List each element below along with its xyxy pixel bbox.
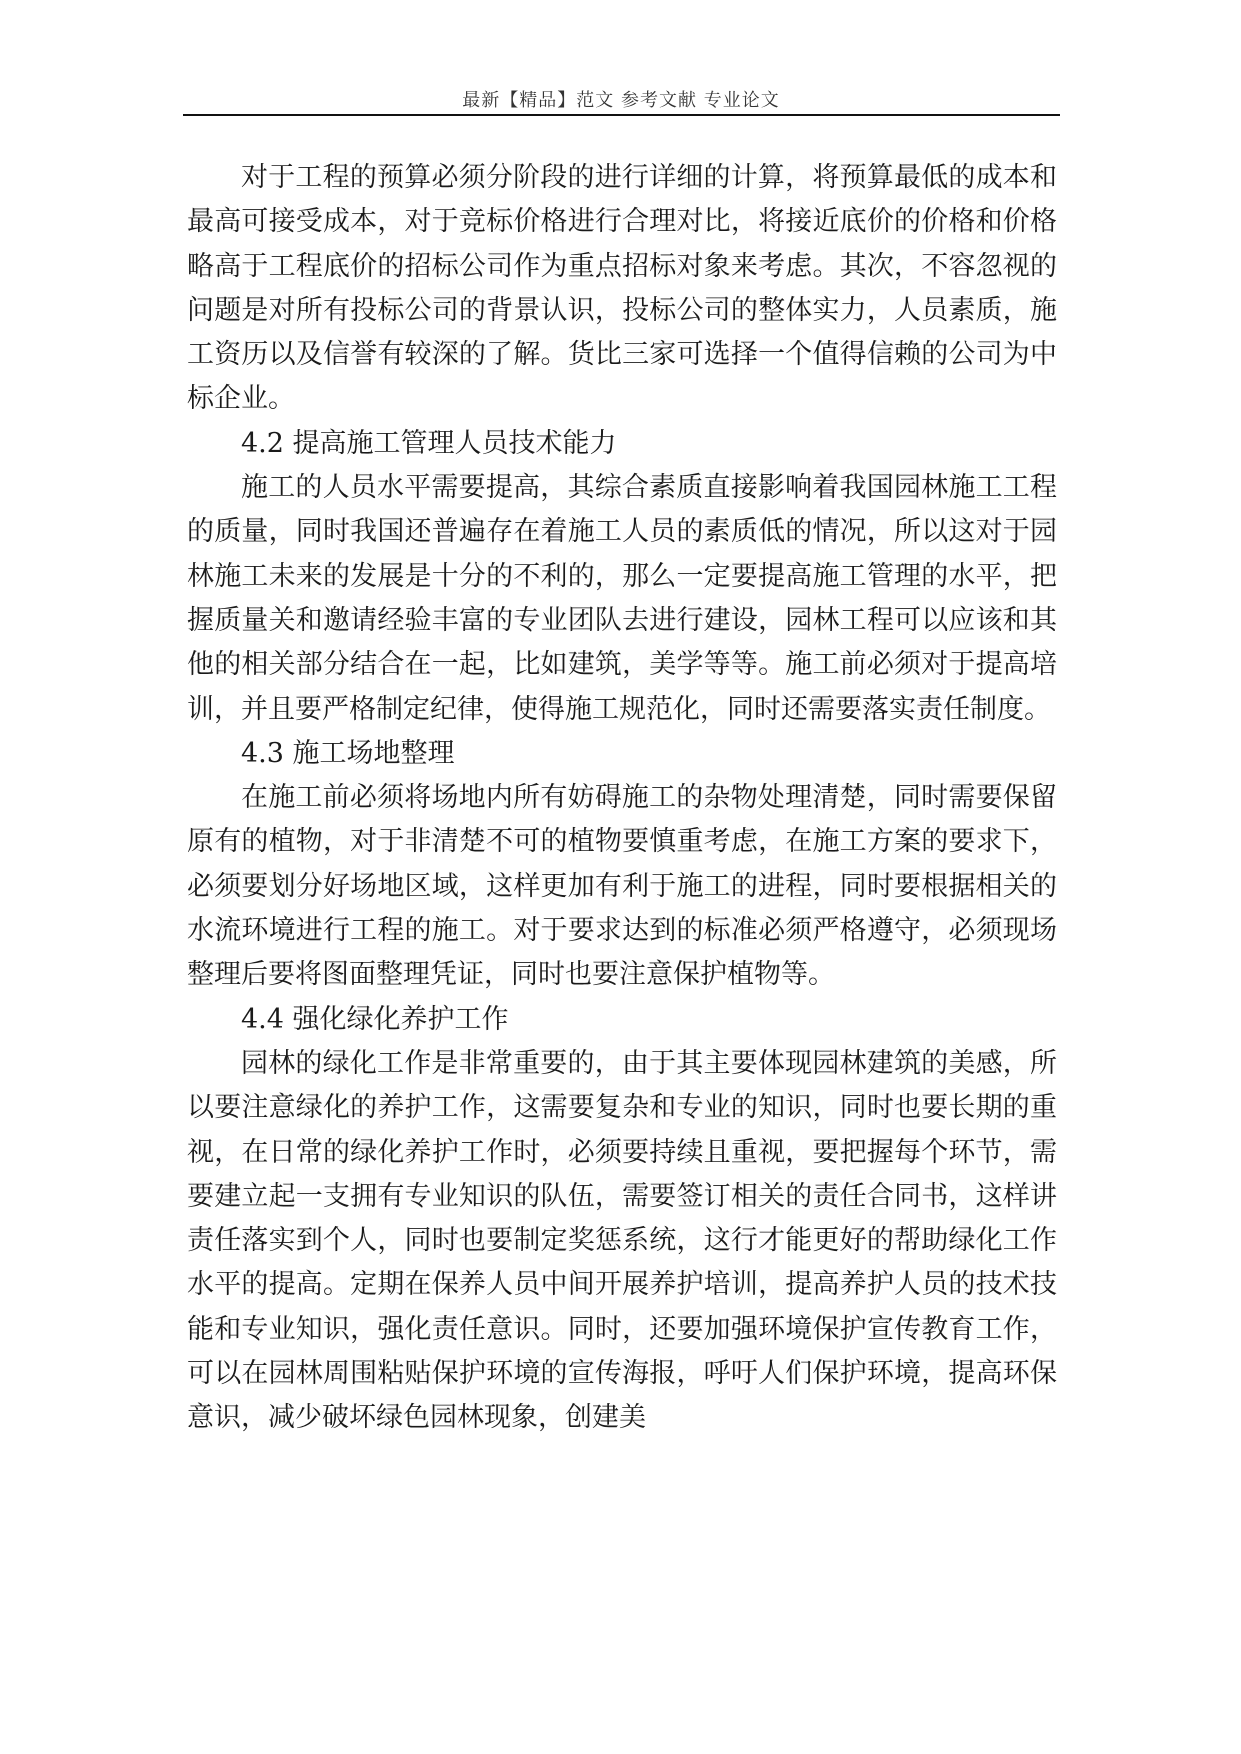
paragraph-greening: 园林的绿化工作是非常重要的，由于其主要体现园林建筑的美感，所以要注意绿化的养护工作，这需要复杂和专业的知识，同时也要长期的重视，在日常的绿化养护工作时，必须要持续且重视，要把握每个环节，需要建立起一支拥有专业知识的队伍，需要签订相关的责任合同书，这样讲责任落实到个人，同时也要制定奖惩系统，这行才能更好的帮助绿化工作水平的提高。定期在保养人员中间开展养护培训，提高养护人员的技术技能和专业知识，强化责任意识。同时，还要加强环境保护宣传教育工作，可以在园林周围粘贴保护环境的宣传海报，呼吁人们保护环境，提高环保意识，减少破坏绿色园林现象，创建美 <box>187 1047 1057 1434</box>
paragraph-management: 施工的人员水平需要提高，其综合素质直接影响着我国园林施工工程的质量，同时我国还普遍存在着施工人员的素质低的情况，所以这对于园林施工未来的发展是十分的不利的，那么一定要提高施工管理的水平，把握质量关和邀请经验丰富的专业团队去进行建设，园林工程可以应该和其他的相关部分结合在一起，比如建筑，美学等等。施工前必须对于提高培训，并且要严格制定纪律，使得施工规范化，同时还需要落实责任制度。 <box>187 472 1057 725</box>
paragraph-budget: 对于工程的预算必须分阶段的进行详细的计算，将预算最低的成本和最高可接受成本，对于竞标价格进行合理对比，将接近底价的价格和价格略高于工程底价的招标公司作为重点招标对象来考虑。其次，不容忽视的问题是对所有投标公司的背景认识，投标公司的整体实力，人员素质，施工资历以及信誉有较深的了解。货比三家可选择一个值得信赖的公司为中标企业。 <box>187 162 1057 415</box>
section-heading-4-3: 4.3 施工场地整理 <box>241 737 455 769</box>
document-body <box>187 156 1057 1441</box>
section-heading-4-4: 4.4 强化绿化养护工作 <box>241 1003 509 1035</box>
section-heading-4-2: 4.2 提高施工管理人员技术能力 <box>241 427 617 459</box>
paragraph-site: 在施工前必须将场地内所有妨碍施工的杂物处理清楚，同时需要保留原有的植物，对于非清楚不可的植物要慎重考虑，在施工方案的要求下，必须要划分好场地区域，这样更加有利于施工的进程，同时要根据相关的水流环境进行工程的施工。对于要求达到的标准必须严格遵守，必须现场整理后要将图面整理凭证，同时也要注意保护植物等。 <box>187 782 1057 991</box>
page-header: 最新【精品】范文 参考文献 专业论文 <box>462 90 780 111</box>
header-divider <box>183 114 1060 116</box>
